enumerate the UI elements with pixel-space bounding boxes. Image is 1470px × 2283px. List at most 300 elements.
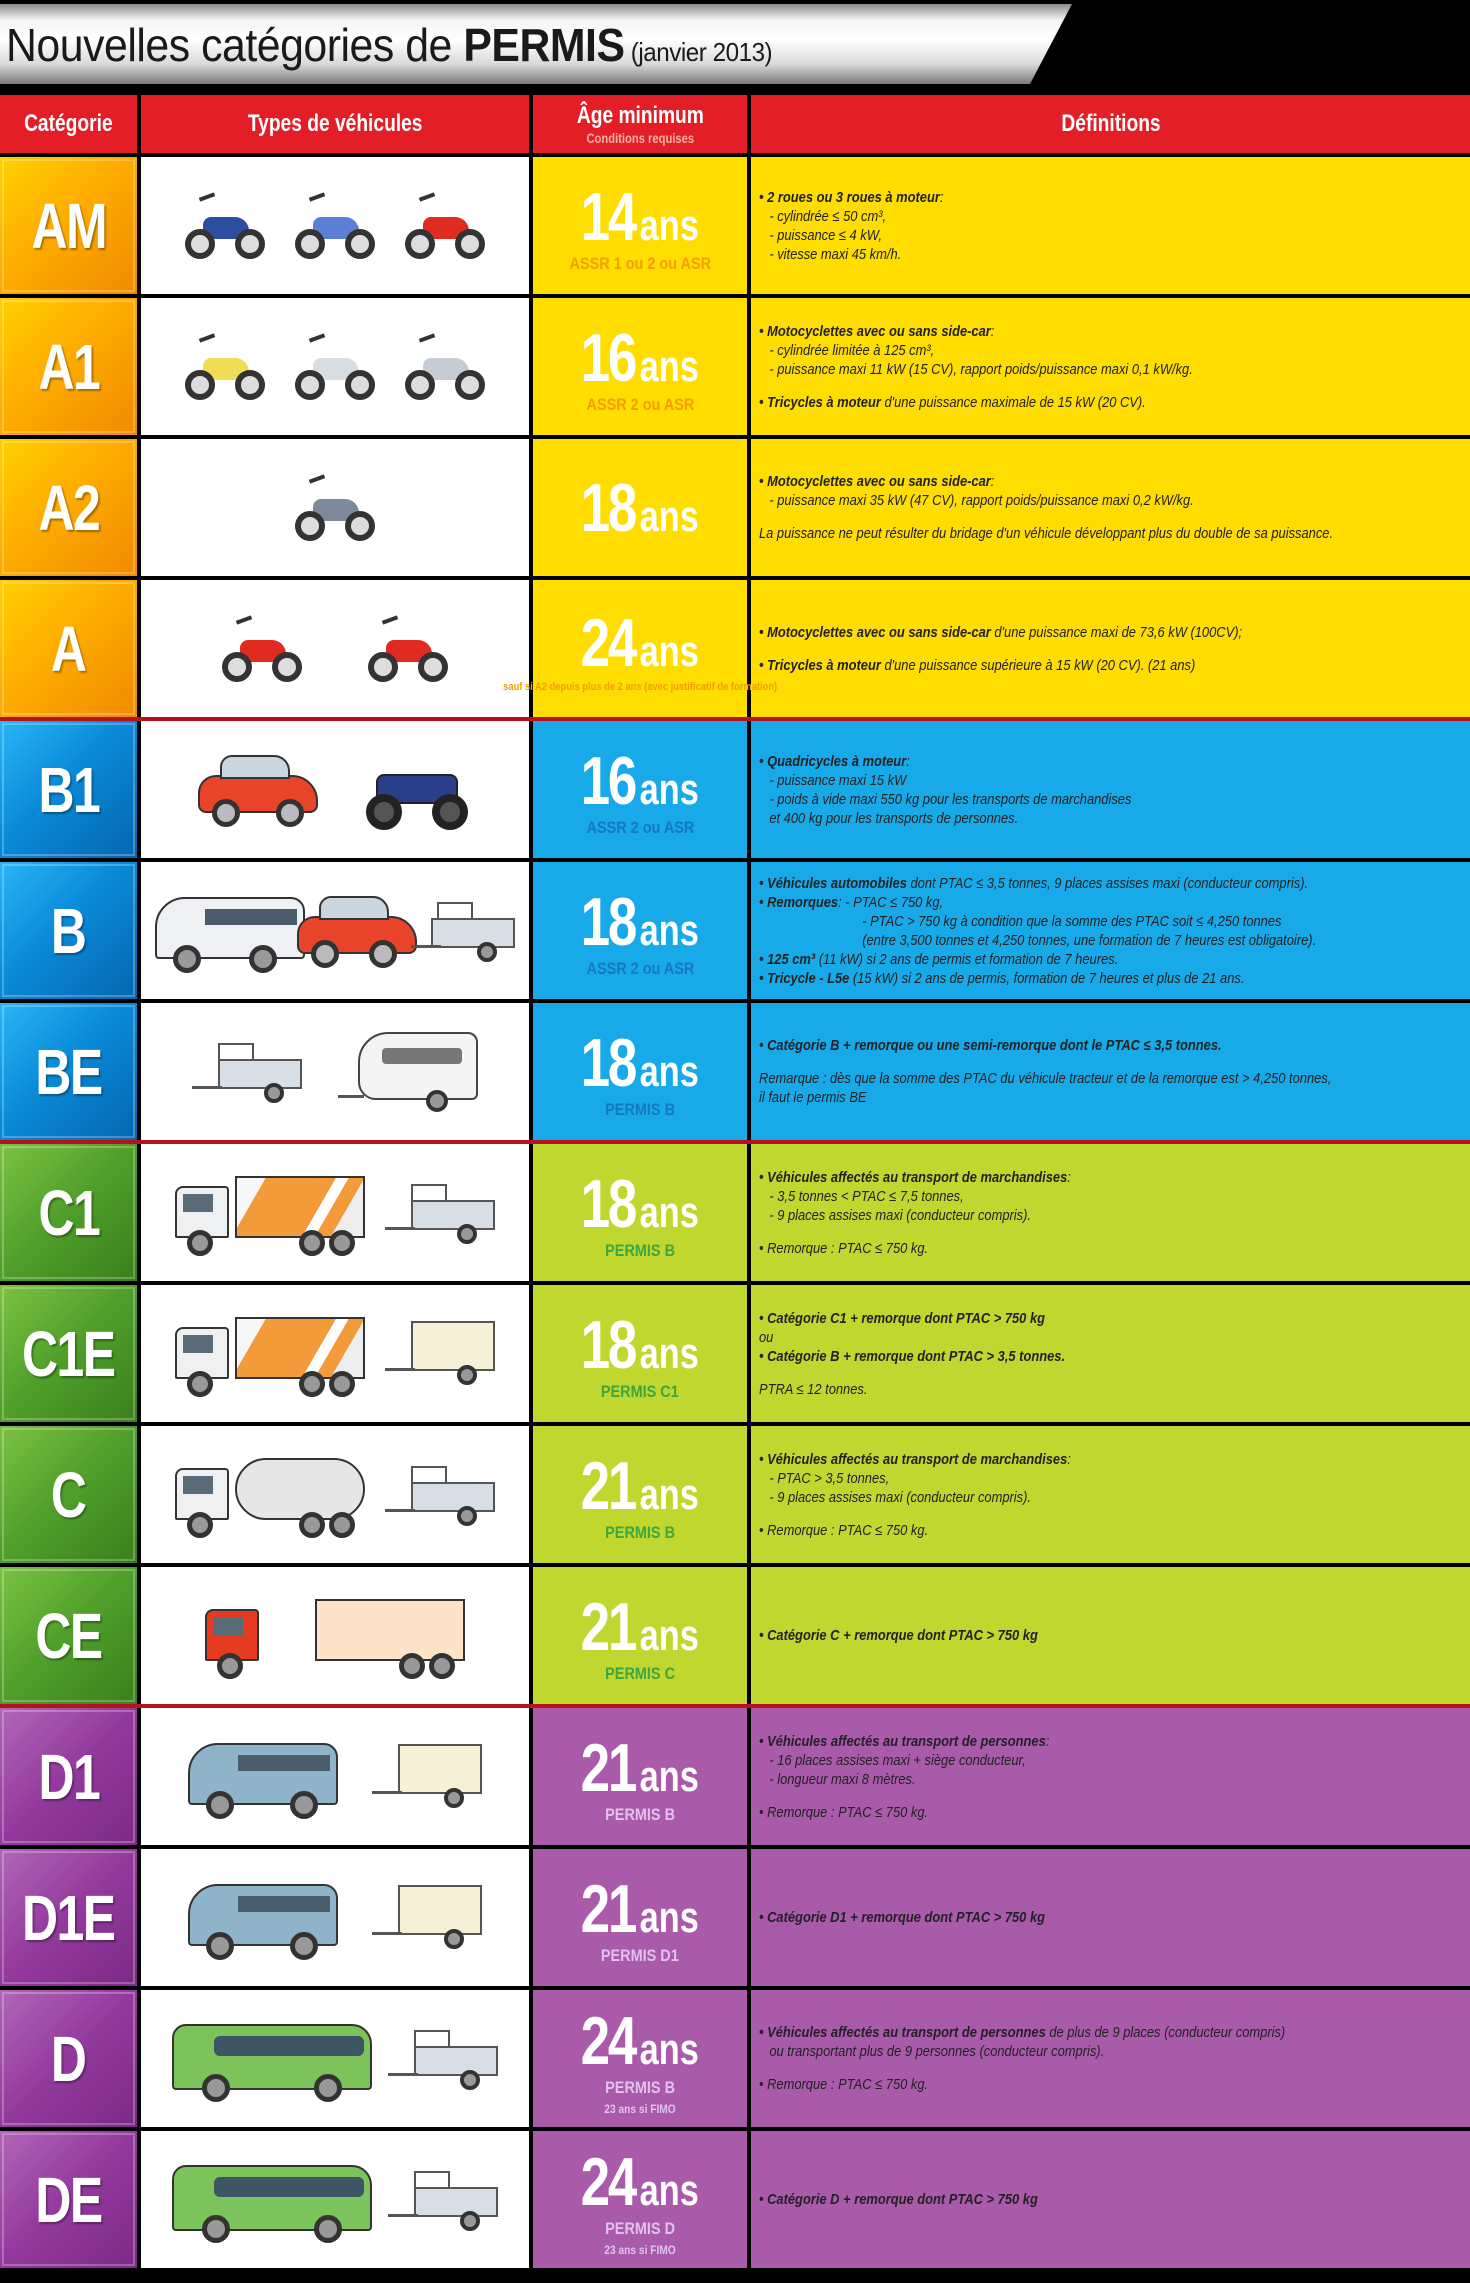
definition-line <box>759 874 1364 893</box>
definition-cell <box>751 721 1470 858</box>
age-number: 21 <box>580 1870 636 1947</box>
definition-cell <box>751 1003 1470 1140</box>
age-condition: PERMIS D <box>605 2218 675 2238</box>
age-condition: PERMIS B <box>605 1240 675 1260</box>
age-value <box>581 604 699 682</box>
camion-toupie-icon <box>175 1450 365 1540</box>
title-bar <box>0 0 1470 92</box>
category-label: A1 <box>38 330 99 403</box>
definition-bold: • Tricycle - L5e <box>759 969 850 987</box>
definition-text: • Remorque : PTAC ≤ 750 kg. <box>759 1521 929 1539</box>
category-label: A2 <box>38 471 99 544</box>
category-label: C1E <box>22 1317 115 1390</box>
age-condition: PERMIS C1 <box>601 1381 679 1401</box>
age-number: 21 <box>580 1447 636 1524</box>
table-row-a <box>0 576 1470 717</box>
vehicle-illustrations <box>141 1426 533 1563</box>
definition-text: d'une puissance maximale de 15 kW (20 CV). <box>880 393 1146 411</box>
category-badge-frame <box>2 2133 135 2266</box>
table-row-am <box>0 153 1470 294</box>
category-label: D <box>51 2022 86 2095</box>
definition-text: : <box>1067 1450 1071 1468</box>
table-row-d1e <box>0 1845 1470 1986</box>
spacer <box>759 1055 1462 1069</box>
age-unit: ans <box>639 1046 700 1096</box>
definition-line: - 3,5 tonnes < PTAC ≤ 7,5 tonnes, <box>769 1187 964 1205</box>
age-condition: PERMIS B <box>605 1522 675 1542</box>
vehicle-illustrations <box>141 1849 533 1986</box>
age-extra-condition: 23 ans si FIMO <box>604 2101 676 2116</box>
definition-line <box>759 1908 1364 1927</box>
age-condition: PERMIS B <box>605 2077 675 2097</box>
category-badge-frame <box>2 582 135 715</box>
table-row-c1 <box>0 1140 1470 1281</box>
definition-text: de plus de 9 places (conducteur compris) <box>1045 2024 1286 2041</box>
vehicle-illustrations <box>141 580 533 717</box>
category-badge <box>0 1426 141 1563</box>
vehicle-illustrations <box>141 1990 533 2127</box>
minimum-age <box>533 157 751 294</box>
scooter-icon <box>295 191 375 261</box>
vehicle-illustrations <box>141 157 533 294</box>
age-unit: ans <box>639 1610 700 1660</box>
minibus-icon <box>188 1734 338 1819</box>
definition-bold: • Motocyclettes avec ou sans side-car <box>759 623 991 641</box>
age-number: 16 <box>580 742 636 819</box>
definition-line <box>759 2190 1364 2209</box>
age-value <box>581 1306 699 1384</box>
definition-bold: • Véhicules affectés au transport de marchandises <box>759 1450 1068 1468</box>
minimum-age <box>533 1144 751 1281</box>
autocar-icon <box>172 2014 372 2104</box>
definition-bold: • Véhicules affectés au transport de personnes <box>759 2024 1046 2041</box>
age-unit: ans <box>639 1328 700 1378</box>
age-value <box>581 1024 699 1102</box>
vehicle-illustrations <box>141 1144 533 1281</box>
table-row-b <box>0 858 1470 999</box>
table-row-be <box>0 999 1470 1140</box>
age-value <box>581 2002 699 2080</box>
category-badge <box>0 1990 141 2127</box>
definition-bold: • Catégorie D1 + remorque dont PTAC > 750 kg <box>759 1909 1046 1926</box>
remorque-icon <box>385 1178 495 1248</box>
definition-bold: • Catégorie C + remorque dont PTAC > 750 kg <box>759 1627 1038 1644</box>
category-badge-frame <box>2 1851 135 1984</box>
category-badge <box>0 2131 141 2268</box>
table-row-d <box>0 1986 1470 2127</box>
age-unit: ans <box>639 1469 700 1519</box>
definition-text: : <box>906 752 910 770</box>
definition-bold: • 2 roues ou 3 roues à moteur <box>759 188 940 206</box>
category-badge-frame <box>2 1428 135 1561</box>
category-label: DE <box>35 2163 102 2236</box>
minimum-age <box>533 1849 751 1986</box>
permits-table <box>0 95 1470 2268</box>
definition-line: (entre 3,500 tonnes et 4,250 tonnes, une formation de 7 heures est obligatoire). <box>862 931 1317 949</box>
category-badge <box>0 721 141 858</box>
definition-text: La puissance ne peut résulter du bridage d'un véhicule développant plus du double de sa puissance. <box>759 525 1334 542</box>
remorque-icon <box>411 896 515 966</box>
age-condition: ASSR 2 ou ASR <box>586 817 694 837</box>
minimum-age <box>503 580 777 717</box>
table-header <box>0 95 1470 153</box>
definition-cell <box>751 1708 1470 1845</box>
category-badge <box>0 298 141 435</box>
definition-text: : <box>1045 1732 1050 1750</box>
definition-line <box>759 2023 1364 2042</box>
vehicle-illustrations <box>141 1708 533 1845</box>
minimum-age <box>533 721 751 858</box>
maxi-scooter-icon <box>295 332 375 402</box>
title-prefix: Nouvelles catégories de <box>6 19 464 71</box>
definition-text: dont PTAC ≤ 3,5 tonnes, 9 places assises maxi (conducteur compris). <box>906 874 1309 892</box>
scooter-3-roues-icon <box>405 332 485 402</box>
category-badge-frame <box>2 300 135 433</box>
definition-text: • Remorque : PTAC ≤ 750 kg. <box>759 1239 929 1257</box>
age-unit: ans <box>639 341 700 391</box>
minimum-age <box>533 1003 751 1140</box>
definition-line <box>759 752 1364 771</box>
definition-line <box>759 393 1364 412</box>
definition-bold: • Catégorie D + remorque dont PTAC > 750 kg <box>759 2191 1038 2208</box>
remorque-fourgon-icon <box>372 1883 482 1953</box>
category-badge-frame <box>2 1992 135 2125</box>
definition-bold: • Véhicules automobiles <box>759 874 907 892</box>
minimum-age <box>533 1708 751 1845</box>
camion-porteur-icon <box>175 1168 365 1258</box>
definition-cell <box>751 580 1470 717</box>
age-condition: PERMIS D1 <box>601 1945 679 1965</box>
definition-cell <box>751 862 1470 999</box>
definition-line <box>759 1732 1364 1751</box>
definition-line <box>759 1036 1364 1055</box>
definition-line: - 9 places assises maxi (conducteur compris). <box>769 1206 1032 1224</box>
category-label: A <box>51 612 86 685</box>
table-row-c <box>0 1422 1470 1563</box>
table-row-de <box>0 2127 1470 2268</box>
age-unit: ans <box>639 491 700 541</box>
age-value <box>581 319 699 397</box>
category-label: AM <box>31 189 106 262</box>
definition-bold: • Motocyclettes avec ou sans side-car <box>759 322 991 340</box>
table-row-a1 <box>0 294 1470 435</box>
definition-cell <box>751 157 1470 294</box>
definition-line <box>759 1347 1364 1366</box>
header-category: Catégorie <box>0 95 141 153</box>
definition-text: : - PTAC ≤ 750 kg, <box>838 893 944 911</box>
definition-line <box>759 623 1364 642</box>
definition-cell <box>751 2131 1470 2268</box>
camion-avec-remorque-icon <box>205 1591 465 1681</box>
definition-cell <box>751 1285 1470 1422</box>
table-row-a2 <box>0 435 1470 576</box>
age-number: 24 <box>580 2002 636 2079</box>
definition-line <box>759 1626 1364 1645</box>
vehicle-illustrations <box>141 1003 533 1140</box>
age-value <box>581 1588 699 1666</box>
age-condition: ASSR 2 ou ASR <box>586 958 694 978</box>
age-condition: ASSR 2 ou ASR <box>586 394 694 414</box>
age-unit: ans <box>639 764 700 814</box>
age-unit: ans <box>639 200 700 250</box>
minimum-age <box>533 1285 751 1422</box>
age-value <box>581 1447 699 1525</box>
autocar-icon <box>172 2155 372 2245</box>
age-number: 24 <box>580 2143 636 2220</box>
category-badge <box>0 1144 141 1281</box>
voiture-icon <box>297 893 411 968</box>
category-label: BE <box>35 1035 102 1108</box>
definition-text: Remarque : dès que la somme des PTAC du véhicule tracteur et de la remorque est > 4,250 tonnes, <box>759 1070 1332 1087</box>
vehicle-illustrations <box>141 2131 533 2268</box>
definition-line <box>759 1168 1364 1187</box>
definition-line: - puissance maxi 15 kW <box>769 771 907 789</box>
table-body <box>0 153 1470 2268</box>
remorque-fourgon-icon <box>372 1742 482 1812</box>
definition-line <box>759 1309 1364 1328</box>
definition-text: ou <box>759 1328 774 1346</box>
remorque-icon <box>388 2024 498 2094</box>
age-number: 18 <box>580 1306 636 1383</box>
age-unit: ans <box>639 905 700 955</box>
definition-bold: • Quadricycles à moteur <box>759 752 907 770</box>
definition-text: d'une puissance maxi de 73,6 kW (100CV); <box>990 623 1243 641</box>
header-definitions: Définitions <box>751 95 1470 153</box>
age-unit: ans <box>639 1187 700 1237</box>
definition-bold: • Catégorie C1 + remorque dont PTAC > 750 kg <box>759 1309 1046 1327</box>
category-badge <box>0 1003 141 1140</box>
camion-porteur-icon <box>175 1309 365 1399</box>
age-unit: ans <box>639 2024 700 2074</box>
definition-text: il faut le permis BE <box>759 1089 867 1106</box>
category-badge <box>0 439 141 576</box>
age-condition: PERMIS C <box>605 1663 675 1683</box>
definition-line: - puissance maxi 11 kW (15 CV), rapport poids/puissance maxi 0,1 kW/kg. <box>769 360 1193 378</box>
moto-tout-terrain-icon <box>405 191 485 261</box>
title-bold: PERMIS <box>463 19 625 71</box>
category-label: B <box>51 894 86 967</box>
table-row-d1 <box>0 1704 1470 1845</box>
minimum-age <box>533 862 751 999</box>
category-label: B1 <box>38 753 99 826</box>
definition-line: - cylindrée ≤ 50 cm³, <box>769 207 887 225</box>
age-number: 18 <box>580 1024 636 1101</box>
age-value <box>581 1729 699 1807</box>
quad-icon <box>362 750 472 830</box>
caravane-icon <box>338 1029 478 1114</box>
definition-bold: • Véhicules affectés au transport de marchandises <box>759 1168 1068 1186</box>
category-badge <box>0 157 141 294</box>
definition-line: - PTAC > 3,5 tonnes, <box>769 1469 890 1487</box>
spacer <box>759 1225 1462 1239</box>
definition-line <box>759 1450 1364 1469</box>
age-condition: sauf si A2 depuis plus de 2 ans (avec justificatif de formation) <box>503 680 777 693</box>
age-value <box>581 742 699 820</box>
definition-cell <box>751 1849 1470 1986</box>
age-condition: PERMIS B <box>605 1804 675 1824</box>
age-unit: ans <box>639 2165 700 2215</box>
voiturette-icon <box>198 752 318 827</box>
definition-line: - cylindrée limitée à 125 cm³, <box>769 341 935 359</box>
definition-bold: • Véhicules affectés au transport de personnes <box>759 1732 1046 1750</box>
category-badge-frame <box>2 1005 135 1138</box>
definition-text: : <box>939 188 944 206</box>
definition-line <box>759 1069 1364 1088</box>
category-badge <box>0 1708 141 1845</box>
minimum-age <box>533 2131 751 2268</box>
moto-icon <box>185 332 265 402</box>
category-label: C1 <box>38 1176 99 1249</box>
age-condition: ASSR 1 ou 2 ou ASR <box>569 253 711 273</box>
category-label: D1 <box>38 1740 99 1813</box>
definition-line: ou transportant plus de 9 personnes (conducteur compris). <box>769 2043 1105 2060</box>
spacer <box>759 1789 1462 1803</box>
definition-text: : <box>1067 1168 1071 1186</box>
definition-line <box>759 1239 1364 1258</box>
minimum-age <box>533 1567 751 1704</box>
vehicle-illustrations <box>141 721 533 858</box>
vehicle-illustrations <box>141 298 533 435</box>
definition-line: - puissance ≤ 4 kW, <box>769 226 883 244</box>
spacer <box>759 1366 1462 1380</box>
age-number: 21 <box>580 1588 636 1665</box>
minimum-age <box>533 298 751 435</box>
remorque-fourgon-icon <box>385 1319 495 1389</box>
trike-icon <box>368 614 448 684</box>
age-value <box>581 178 699 256</box>
age-unit: ans <box>639 626 700 676</box>
remorque-icon <box>192 1037 302 1107</box>
category-badge <box>0 1849 141 1986</box>
definition-line <box>759 472 1364 491</box>
definition-text: : <box>990 322 995 340</box>
category-badge-frame <box>2 1569 135 1702</box>
header-age: Âge minimum Conditions requises <box>533 95 751 153</box>
definition-line: - poids à vide maxi 550 kg pour les transports de marchandises <box>769 790 1132 808</box>
definition-line <box>759 322 1364 341</box>
definition-bold: • Tricycles à moteur <box>759 656 881 674</box>
age-condition: PERMIS B <box>605 1099 675 1119</box>
vehicle-illustrations <box>141 1285 533 1422</box>
remorque-icon <box>385 1460 495 1530</box>
category-badge <box>0 862 141 999</box>
definition-line: et 400 kg pour les transports de personnes. <box>769 809 1019 827</box>
category-badge-frame <box>2 159 135 292</box>
definition-line <box>759 1380 1364 1399</box>
definition-bold: • Catégorie B + remorque dont PTAC > 3,5 tonnes. <box>759 1347 1066 1365</box>
category-badge <box>0 1567 141 1704</box>
definition-line: - 9 places assises maxi (conducteur compris). <box>769 1488 1032 1506</box>
definition-line: - puissance maxi 35 kW (47 CV), rapport poids/puissance maxi 0,2 kW/kg. <box>769 492 1194 509</box>
category-label: D1E <box>22 1881 115 1954</box>
table-row-ce <box>0 1563 1470 1704</box>
age-number: 21 <box>580 1729 636 1806</box>
definition-bold: • 125 cm³ <box>759 950 816 968</box>
table-row-b1 <box>0 717 1470 858</box>
category-badge-frame <box>2 723 135 856</box>
age-value <box>581 2143 699 2221</box>
definition-line <box>759 656 1364 675</box>
header-vehicles: Types de véhicules <box>141 95 533 153</box>
category-badge-frame <box>2 1287 135 1420</box>
age-unit: ans <box>639 1751 700 1801</box>
definition-line <box>759 1088 1364 1107</box>
spacer <box>759 379 1462 393</box>
definition-line: - longueur maxi 8 mètres. <box>769 1770 916 1788</box>
definition-line <box>759 1328 1364 1347</box>
page-title <box>6 18 772 72</box>
age-number: 24 <box>580 604 636 681</box>
moto-routi-re-icon <box>295 473 375 543</box>
vehicle-illustrations <box>141 439 533 576</box>
age-number: 18 <box>580 469 636 546</box>
spacer <box>759 1507 1462 1521</box>
minimum-age <box>533 1990 751 2127</box>
age-value <box>581 1165 699 1243</box>
definition-bold: • Tricycles à moteur <box>759 393 881 411</box>
spacer <box>759 510 1462 524</box>
definition-line: - 16 places assises maxi + siège conducteur, <box>769 1751 1026 1769</box>
definition-bold: • Remorques <box>759 893 839 911</box>
table-row-c1e <box>0 1281 1470 1422</box>
category-badge <box>0 1285 141 1422</box>
category-badge-frame <box>2 1710 135 1843</box>
category-badge <box>0 580 141 717</box>
definition-line <box>759 1521 1364 1540</box>
moto-sportive-icon <box>222 614 302 684</box>
definition-cell <box>751 1990 1470 2127</box>
definition-text: PTRA ≤ 12 tonnes. <box>759 1380 868 1398</box>
remorque-icon <box>388 2165 498 2235</box>
definition-text: • Remorque : PTAC ≤ 750 kg. <box>759 2076 929 2093</box>
definition-line <box>759 524 1364 543</box>
age-number: 18 <box>580 1165 636 1242</box>
definition-line <box>759 188 1364 207</box>
category-label: CE <box>35 1599 102 1672</box>
definition-text: (15 kW) si 2 ans de permis, formation de 7 heures et plus de 21 ans. <box>849 969 1245 987</box>
age-extra-condition: 23 ans si FIMO <box>604 2242 676 2257</box>
definition-text: • Remorque : PTAC ≤ 750 kg. <box>759 1803 929 1821</box>
definition-line <box>759 1803 1364 1822</box>
category-label: C <box>51 1458 86 1531</box>
cyclomoteur-icon <box>185 191 265 261</box>
definition-line: - vitesse maxi 45 km/h. <box>769 245 902 263</box>
definition-text: d'une puissance supérieure à 15 kW (20 CV). (21 ans) <box>880 656 1196 674</box>
definition-line <box>759 950 1364 969</box>
category-badge-frame <box>2 864 135 997</box>
definition-bold: • Catégorie B + remorque ou une semi-remorque dont le PTAC ≤ 3,5 tonnes. <box>759 1037 1222 1054</box>
vehicle-illustrations <box>141 862 533 999</box>
definition-cell <box>751 1567 1470 1704</box>
spacer <box>759 642 1462 656</box>
age-number: 18 <box>580 883 636 960</box>
definition-line <box>759 969 1364 988</box>
definition-line <box>759 2075 1364 2094</box>
definition-cell <box>751 298 1470 435</box>
title-date: (janvier 2013) <box>624 37 773 67</box>
definition-cell <box>751 439 1470 576</box>
age-value <box>581 469 699 547</box>
definition-bold: • Motocyclettes avec ou sans side-car <box>759 473 991 490</box>
age-unit: ans <box>639 1892 700 1942</box>
age-number: 16 <box>580 319 636 396</box>
definition-cell <box>751 1144 1470 1281</box>
minimum-age <box>533 439 751 576</box>
age-number: 14 <box>580 178 636 255</box>
category-badge-frame <box>2 441 135 574</box>
age-value <box>581 883 699 961</box>
spacer <box>759 2061 1462 2075</box>
